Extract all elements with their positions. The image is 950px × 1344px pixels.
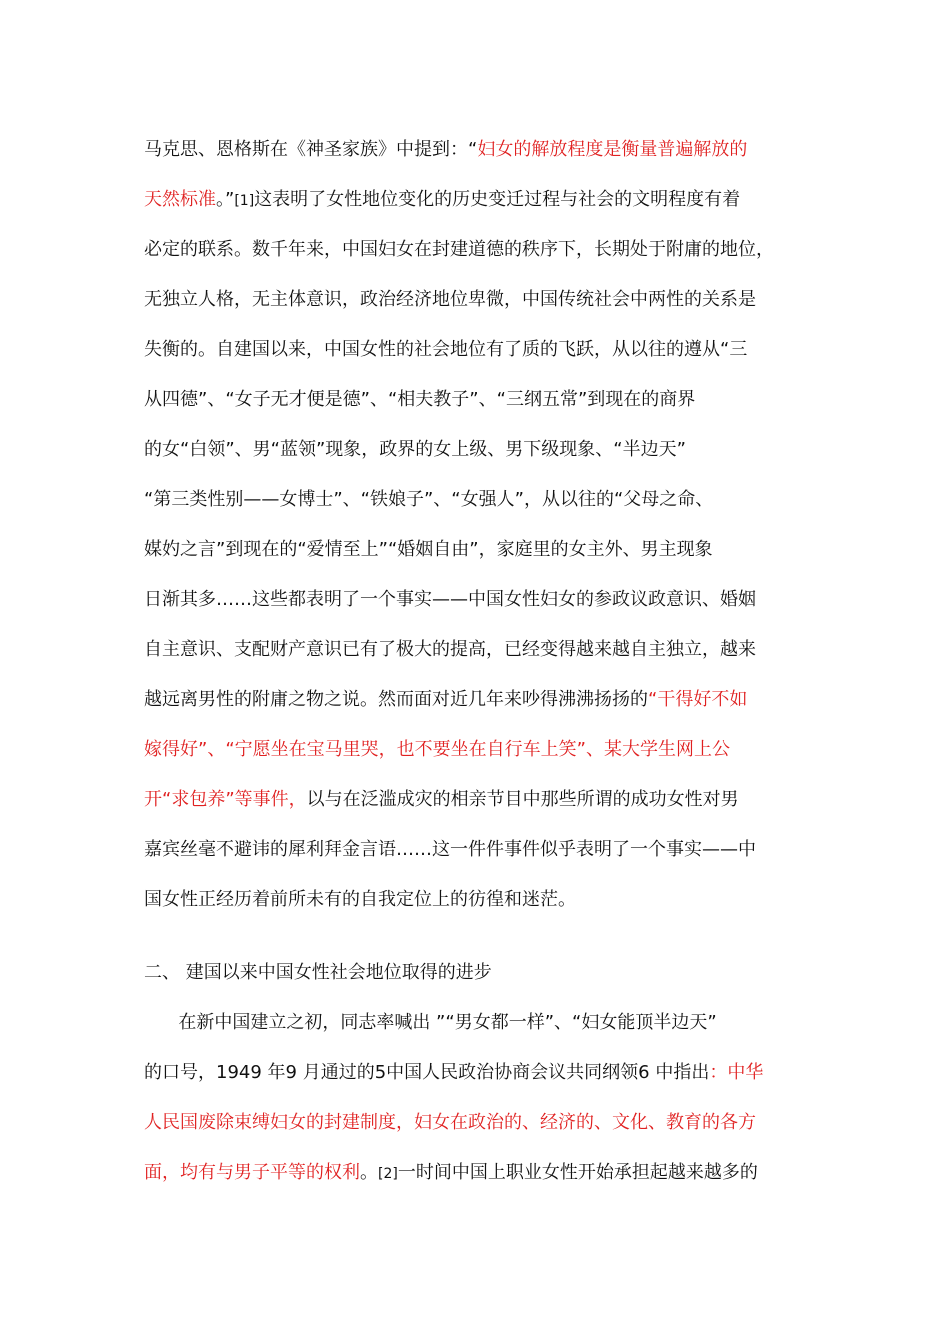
quotation-highlight: “干得好不如 [648,689,748,710]
paragraph-line: 嘉宾丝毫不避讳的犀利拜金言语……这一件件事件似乎表明了一个事实——中 [144,839,756,860]
paragraph-line: 无独立人格，无主体意识，政治经济地位卑微，中国传统社会中两性的关系是 [144,289,756,310]
paragraph-line [144,685,747,715]
paragraph-line: 嫁得好”、“宁愿坐在宝马里哭，也不要坐在自行车上笑”、某大学生网上公 [144,739,730,760]
quotation-highlight: ：中华 [709,1062,764,1083]
quotation-highlight: 面，均有与男子平等的权利 [144,1162,360,1183]
paragraph-line: 在新中国建立之初，同志率喊出 ”“男女都一样”、“妇女能顶半边天” [144,1012,717,1033]
section-heading: 二、 建国以来中国女性社会地位取得的进步 [144,962,492,983]
paragraph-line [144,185,740,215]
quotation-highlight: 天然标准 [144,189,216,210]
paragraph-line: 的女“白领”、男“蓝领”现象，政界的女上级、男下级现象、“半边天” [144,439,686,460]
text-run: 马克思、恩格斯在《神圣家族》中提到：“ [144,139,478,160]
text-run: 这表明了女性地位变化的历史变迁过程与社会的文明程度有着 [254,189,741,210]
text-run: 一时间中国上职业女性开始承担起越来越多的 [397,1162,758,1183]
quotation-highlight: 妇女的解放程度是衡量普遍解放的 [477,139,748,160]
text-run: 的口号，1949 年9 月通过的5中国人民政治协商会议共同纲领6 中指出 [144,1062,710,1083]
text-run: 以与在泛滥成灾的相亲节目中那些所谓的成功女性对男 [306,789,739,810]
paragraph-line: 失衡的。自建国以来，中国女性的社会地位有了质的飞跃，从以往的遵从“三 [144,339,748,360]
paragraph-line: 人民国废除束缚妇女的封建制度，妇女在政治的、经济的、文化、教育的各方 [144,1112,756,1133]
paragraph-line: 媒妁之言”到现在的“爱情至上”“婚姻自由”，家庭里的女主外、男主现象 [144,539,713,560]
paragraph-line: “第三类性别——女博士”、“铁娘子”、“女强人”，从以往的“父母之命、 [144,489,714,510]
paragraph-line [144,1158,758,1188]
paragraph-line: 从四德”、“女子无才便是德”、“相夫教子”、“三纲五常”到现在的商界 [144,389,696,410]
paragraph-line: 日渐其多……这些都表明了一个事实——中国女性妇女的参政议政意识、婚姻 [144,589,756,610]
quotation-highlight: 开“求包养”等事件， [144,789,307,810]
citation-ref: [2] [378,1166,398,1182]
paragraph-line: 必定的联系。数千年来，中国妇女在封建道德的秩序下，长期处于附庸的地位， [144,239,774,260]
paragraph-line: 自主意识、支配财产意识已有了极大的提高，已经变得越来越自主独立，越来 [144,639,756,660]
text-run: 。” [216,189,235,210]
text-run: 越远离男性的附庸之物之说。然而面对近几年来吵得沸沸扬扬的 [144,689,648,710]
paragraph-line [144,135,747,165]
text-run: 。 [360,1162,378,1183]
paragraph-line: 国女性正经历着前所未有的自我定位上的彷徨和迷茫。 [144,889,576,910]
paragraph-line [144,1058,763,1088]
paragraph-line [144,785,739,815]
citation-ref: [1] [234,193,255,209]
